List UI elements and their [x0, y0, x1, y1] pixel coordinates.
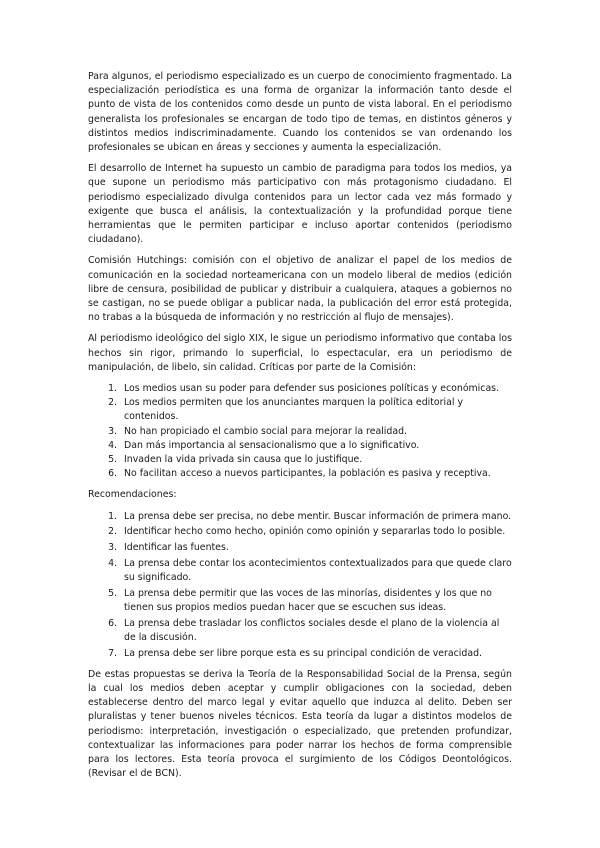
list-item: 2. Identificar hecho como hecho, opinión como opinión y separarlas todo lo posible. [120, 525, 512, 539]
list-item: 2. Los medios permiten que los anunciantes marquen la política editorial y contenidos. [120, 396, 512, 424]
criticas-list [88, 382, 512, 481]
list-item: 1. Los medios usan su poder para defender sus posiciones políticas y económicas. [120, 382, 512, 396]
list-item: 4. Dan más importancia al sensacionalismo que a lo significativo. [120, 439, 512, 453]
list-item: 6. No facilitan acceso a nuevos participantes, la población es pasiva y receptiva. [120, 467, 512, 481]
list-item: 1. La prensa debe ser precisa, no debe mentir. Buscar información de primera mano. [120, 510, 512, 524]
paragraph-internet: El desarrollo de Internet ha supuesto un cambio de paradigma para todos los medios, ya que supone un periodismo más participativo con más protagonismo ciudadano. El periodismo especializado divulga contenidos para un lector cada vez más formado y exigente que busca el análisis, la contextualización y la profundidad porque tiene herramientas que le permiten participar e incluso aportar contenidos (periodismo ciudadano). [88, 163, 512, 246]
paragraph-comision-hutchings: Comisión Hutchings: comisión con el objetivo de analizar el papel de los medios de comunicación en la sociedad norteamericana con un modelo liberal de medios (edición libre de censura, posibilidad de publicar y distribuir a cualquiera, ataques a gobiernos no se castigan, no se puede obligar a publicar nada, la publicación del error está protegida, no trabas a la búsqueda de información y no restricción al flujo de mensajes). [88, 255, 512, 324]
paragraph-periodismo-ideologico: Al periodismo ideológico del siglo XIX, le sigue un periodismo informativo que contaba los hechos sin rigor, primando lo superficial, lo espectacular, era un periodismo de manipulación, de libelo, sin calidad. Críticas por parte de la Comisión: [88, 333, 512, 373]
list-item: 3. Identificar las fuentes. [120, 541, 512, 555]
list-item: 5. La prensa debe permitir que las voces de las minorías, disidentes y los que no tienen sus propios medios puedan hacer que se escuchen sus ideas. [120, 587, 512, 615]
recomendaciones-heading: Recomendaciones: [88, 489, 177, 501]
list-item: 7. La prensa debe ser libre porque esta es su principal condición de veracidad. [120, 647, 512, 661]
paragraph-teoria-responsabilidad: De estas propuestas se deriva la Teoría de la Responsabilidad Social de la Prensa, según la cual los medios deben aceptar y cumplir obligaciones con la sociedad, deben establecerse dentro del marco legal y evitar aquello que induzca al delito. Deben ser pluralistas y tener buenos niveles técnicos. Esta teoría da lugar a distintos modelos de periodismo: interpretación, investigación o especializado, que pretenden profundizar, contextualizar las informaciones para poder narrar los hechos de forma comprensible para los lectores. Esta teoría provoca el surgimiento de los Códigos Deontológicos. (Revisar el de BCN). [88, 668, 512, 780]
list-item: 4. La prensa debe contar los acontecimientos contextualizados para que quede claro su significado. [120, 557, 512, 585]
list-item: 3. No han propiciado el cambio social para mejorar la realidad. [120, 425, 512, 439]
list-item: 5. Invaden la vida privada sin causa que lo justifique. [120, 453, 512, 467]
recomendaciones-list [88, 510, 512, 661]
list-item: 6. La prensa debe trasladar los conflictos sociales desde el plano de la violencia al de la discusión. [120, 617, 512, 645]
paragraph-especializacion: Para algunos, el periodismo especializado es un cuerpo de conocimiento fragmentado. La especialización periodística es una forma de organizar la información tanto desde el punto de vista de los contenidos como desde un punto de vista laboral. En el periodismo generalista los profesionales se encargan de todo tipo de temas, en distintos géneros y distintos medios indiscriminadamente. Cuando los contenidos se van ordenando los profesionales se ubican en áreas y secciones y aumenta la especialización. [88, 71, 512, 154]
